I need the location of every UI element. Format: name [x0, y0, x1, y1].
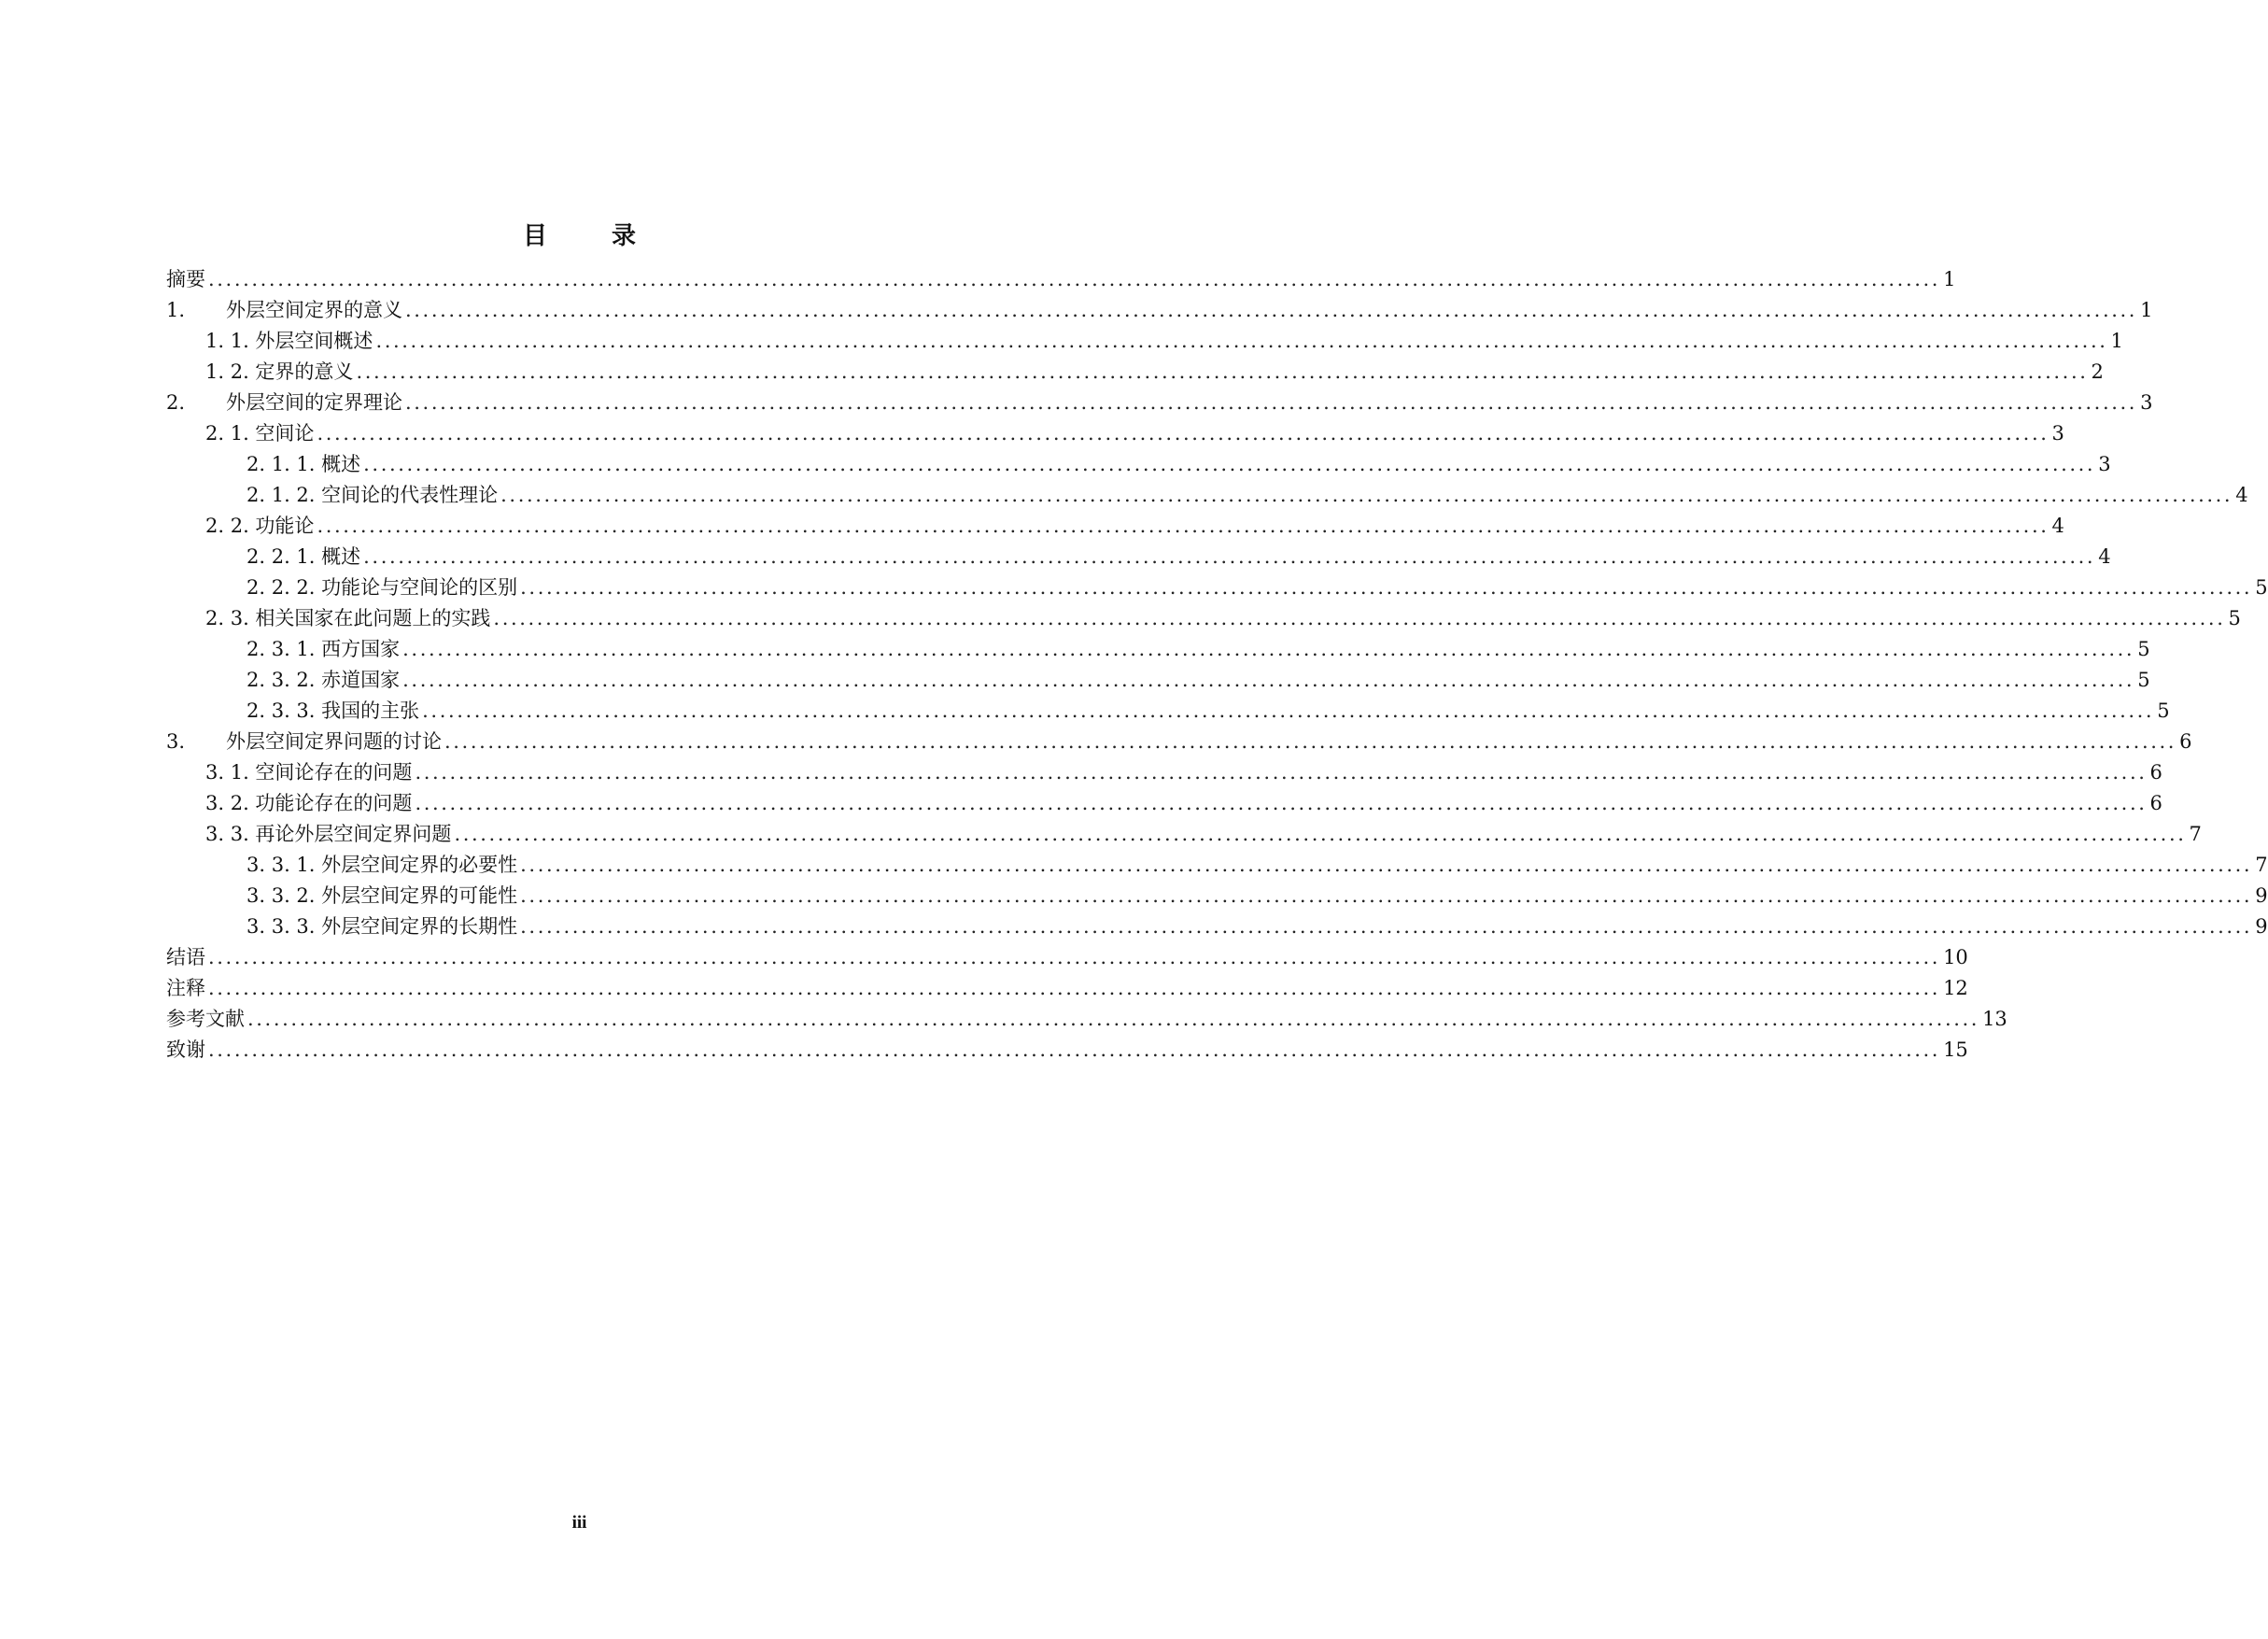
toc-entry-page-number: 12	[1943, 977, 1968, 999]
toc-entry-text: 摘要	[166, 268, 205, 290]
toc-entry-text: 外层空间的定界理论	[226, 391, 402, 414]
toc-entry[interactable]	[166, 326, 2123, 357]
toc-entry-label	[166, 264, 205, 295]
toc-entry[interactable]	[166, 480, 2248, 511]
toc-leader-dots: ........................................................................................................................................................................................................	[444, 730, 2177, 753]
toc-entry[interactable]	[166, 418, 2064, 449]
toc-entry[interactable]	[166, 357, 2104, 388]
toc-entry-text: 外层空间定界的意义	[226, 299, 402, 321]
toc-entry-label	[166, 388, 402, 418]
page-title: 目 录	[522, 222, 665, 250]
toc-entry-label	[166, 295, 402, 326]
toc-entry-label	[205, 418, 314, 449]
toc-entry-page-number: 2	[2091, 360, 2104, 383]
toc-entry-number: 3.	[166, 730, 186, 753]
toc-entry-label	[247, 696, 419, 727]
toc-entry[interactable]	[166, 1035, 1968, 1066]
toc-entry-text: 3. 3. 3. 外层空间定界的长期性	[247, 915, 518, 938]
toc-entry[interactable]	[166, 911, 2268, 942]
toc-entry-text: 2. 3. 2. 赤道国家	[247, 669, 401, 691]
toc-entry-page-number: 9	[2255, 884, 2268, 907]
toc-entry[interactable]	[166, 572, 2268, 603]
toc-leader-dots: ........................................................................................................................................................................................................	[375, 330, 2108, 352]
toc-leader-dots: ........................................................................................................................................................................................................	[405, 391, 2138, 414]
toc-entry-label	[247, 881, 517, 911]
toc-entry-label	[205, 819, 451, 850]
toc-entry[interactable]	[166, 634, 2150, 665]
toc-entry-number: 2.	[166, 391, 186, 414]
toc-leader-dots: ........................................................................................................................................................................................................	[520, 576, 2253, 599]
toc-entry-page-number: 5	[2137, 638, 2150, 660]
toc-entry-text: 1. 1. 外层空间概述	[205, 330, 373, 352]
toc-entry-text: 3. 3. 1. 外层空间定界的必要性	[247, 854, 518, 876]
toc-entry[interactable]	[166, 1004, 2007, 1035]
toc-entry[interactable]	[166, 511, 2064, 542]
toc-entry-label	[205, 757, 412, 788]
toc-leader-dots: ........................................................................................................................................................................................................	[500, 484, 2233, 506]
toc-entry[interactable]	[166, 449, 2111, 480]
toc-entry-label	[247, 572, 517, 603]
toc-entry-text: 2. 3. 1. 西方国家	[247, 638, 401, 660]
toc-entry-text: 3. 3. 2. 外层空间定界的可能性	[247, 884, 518, 907]
toc-entry-page-number: 10	[1943, 946, 1968, 968]
toc-entry-label	[205, 326, 373, 357]
toc-entry-text: 2. 1. 空间论	[205, 422, 315, 445]
toc-entry-label	[205, 511, 314, 542]
toc-leader-dots: ........................................................................................................................................................................................................	[422, 699, 2155, 722]
toc-entry-page-number: 1	[1943, 268, 1956, 290]
toc-entry-page-number: 5	[2137, 669, 2150, 691]
toc-entry-label	[166, 973, 205, 1004]
toc-entry-page-number: 5	[2228, 607, 2241, 629]
toc-entry-label	[166, 1004, 245, 1035]
toc-entry-label	[247, 480, 498, 511]
toc-entry-text: 外层空间定界问题的讨论	[226, 730, 442, 753]
toc-entry-number: 1.	[166, 299, 186, 321]
toc-entry-page-number: 4	[2051, 515, 2064, 537]
toc-entry-text: 2. 1. 2. 空间论的代表性理论	[247, 484, 499, 506]
toc-entry[interactable]	[166, 942, 1968, 973]
toc-entry-page-number: 13	[1982, 1008, 2007, 1030]
toc-entry-label	[205, 603, 490, 634]
toc-entry-text: 结语	[166, 946, 205, 968]
toc-entry-text: 2. 2. 功能论	[205, 515, 315, 537]
toc-leader-dots: ........................................................................................................................................................................................................	[363, 545, 2096, 568]
toc-entry-text: 2. 3. 相关国家在此问题上的实践	[205, 607, 491, 629]
toc-entry[interactable]	[166, 881, 2268, 911]
toc-leader-dots: ........................................................................................................................................................................................................	[520, 854, 2253, 876]
toc-leader-dots: ........................................................................................................................................................................................................	[247, 1008, 1980, 1030]
toc-entry-page-number: 6	[2149, 792, 2162, 814]
toc-entry[interactable]	[166, 819, 2202, 850]
toc-entry[interactable]	[166, 542, 2111, 572]
toc-entry-text: 3. 2. 功能论存在的问题	[205, 792, 413, 814]
toc-entry-text: 2. 2. 2. 功能论与空间论的区别	[247, 576, 518, 599]
toc-entry-label	[205, 788, 412, 819]
toc-entry-text: 2. 3. 3. 我国的主张	[247, 699, 420, 722]
toc-entry-text: 3. 3. 再论外层空间定界问题	[205, 823, 452, 845]
toc-entry[interactable]	[166, 264, 1956, 295]
toc-entry-page-number: 6	[2149, 761, 2162, 784]
toc-entry[interactable]	[166, 850, 2268, 881]
toc-entry-label	[247, 449, 360, 480]
toc-entry-page-number: 1	[2140, 299, 2153, 321]
toc-leader-dots: ........................................................................................................................................................................................................	[208, 946, 1941, 968]
toc-entry-label	[247, 542, 360, 572]
toc-entry-text: 2. 1. 1. 概述	[247, 453, 361, 475]
toc-entry[interactable]	[166, 788, 2162, 819]
toc-entry-page-number: 3	[2140, 391, 2153, 414]
toc-entry-label	[205, 357, 353, 388]
toc-entry-label	[247, 911, 517, 942]
toc-leader-dots: ........................................................................................................................................................................................................	[405, 299, 2138, 321]
toc-leader-dots: ........................................................................................................................................................................................................	[317, 515, 2050, 537]
toc-entry-text: 注释	[166, 977, 205, 999]
toc-entry-label	[247, 665, 400, 696]
toc-entry-page-number: 5	[2255, 576, 2268, 599]
toc-entry[interactable]	[166, 973, 1968, 1004]
toc-entry-text: 参考文献	[166, 1008, 245, 1030]
toc-entry-page-number: 3	[2051, 422, 2064, 445]
toc-entry-label	[166, 1035, 205, 1066]
toc-entry-page-number: 4	[2098, 545, 2111, 568]
footer-page-number: iii	[571, 1513, 587, 1533]
toc-entry[interactable]	[166, 696, 2170, 727]
toc-entry[interactable]	[166, 388, 2153, 418]
toc-leader-dots: ........................................................................................................................................................................................................	[454, 823, 2187, 845]
toc-entry[interactable]	[166, 295, 2153, 326]
toc-entry-page-number: 4	[2235, 484, 2248, 506]
toc-leader-dots: ........................................................................................................................................................................................................	[317, 422, 2050, 445]
toc-entry-page-number: 3	[2098, 453, 2111, 475]
toc-leader-dots: ........................................................................................................................................................................................................	[415, 761, 2148, 784]
toc-entry-page-number: 15	[1943, 1039, 1968, 1061]
toc-leader-dots: ........................................................................................................................................................................................................	[520, 884, 2253, 907]
toc-entry[interactable]	[166, 757, 2162, 788]
toc-entry[interactable]	[166, 727, 2192, 757]
toc-entry-label	[247, 634, 400, 665]
toc-entry-page-number: 1	[2110, 330, 2123, 352]
toc-leader-dots: ........................................................................................................................................................................................................	[415, 792, 2148, 814]
toc-entry-label	[166, 727, 442, 757]
toc-entry-text: 2. 2. 1. 概述	[247, 545, 361, 568]
toc-entry[interactable]	[166, 665, 2150, 696]
toc-entry-text: 致谢	[166, 1039, 205, 1061]
table-of-contents	[166, 264, 2268, 1066]
toc-entry-page-number: 9	[2255, 915, 2268, 938]
toc-entry-text: 1. 2. 定界的意义	[205, 360, 354, 383]
toc-leader-dots: ........................................................................................................................................................................................................	[493, 607, 2226, 629]
toc-entry-page-number: 5	[2157, 699, 2170, 722]
toc-leader-dots: ........................................................................................................................................................................................................	[208, 1039, 1941, 1061]
toc-entry-page-number: 6	[2179, 730, 2192, 753]
toc-leader-dots: ........................................................................................................................................................................................................	[208, 977, 1941, 999]
toc-leader-dots: ........................................................................................................................................................................................................	[520, 915, 2253, 938]
toc-leader-dots: ........................................................................................................................................................................................................	[208, 268, 1941, 290]
toc-leader-dots: ........................................................................................................................................................................................................	[402, 638, 2135, 660]
toc-entry-page-number: 7	[2255, 854, 2268, 876]
toc-leader-dots: ........................................................................................................................................................................................................	[356, 360, 2089, 383]
toc-entry-text: 3. 1. 空间论存在的问题	[205, 761, 413, 784]
toc-leader-dots: ........................................................................................................................................................................................................	[363, 453, 2096, 475]
toc-entry-page-number: 7	[2189, 823, 2202, 845]
toc-entry[interactable]	[166, 603, 2241, 634]
toc-leader-dots: ........................................................................................................................................................................................................	[402, 669, 2135, 691]
toc-entry-label	[166, 942, 205, 973]
toc-entry-label	[247, 850, 517, 881]
